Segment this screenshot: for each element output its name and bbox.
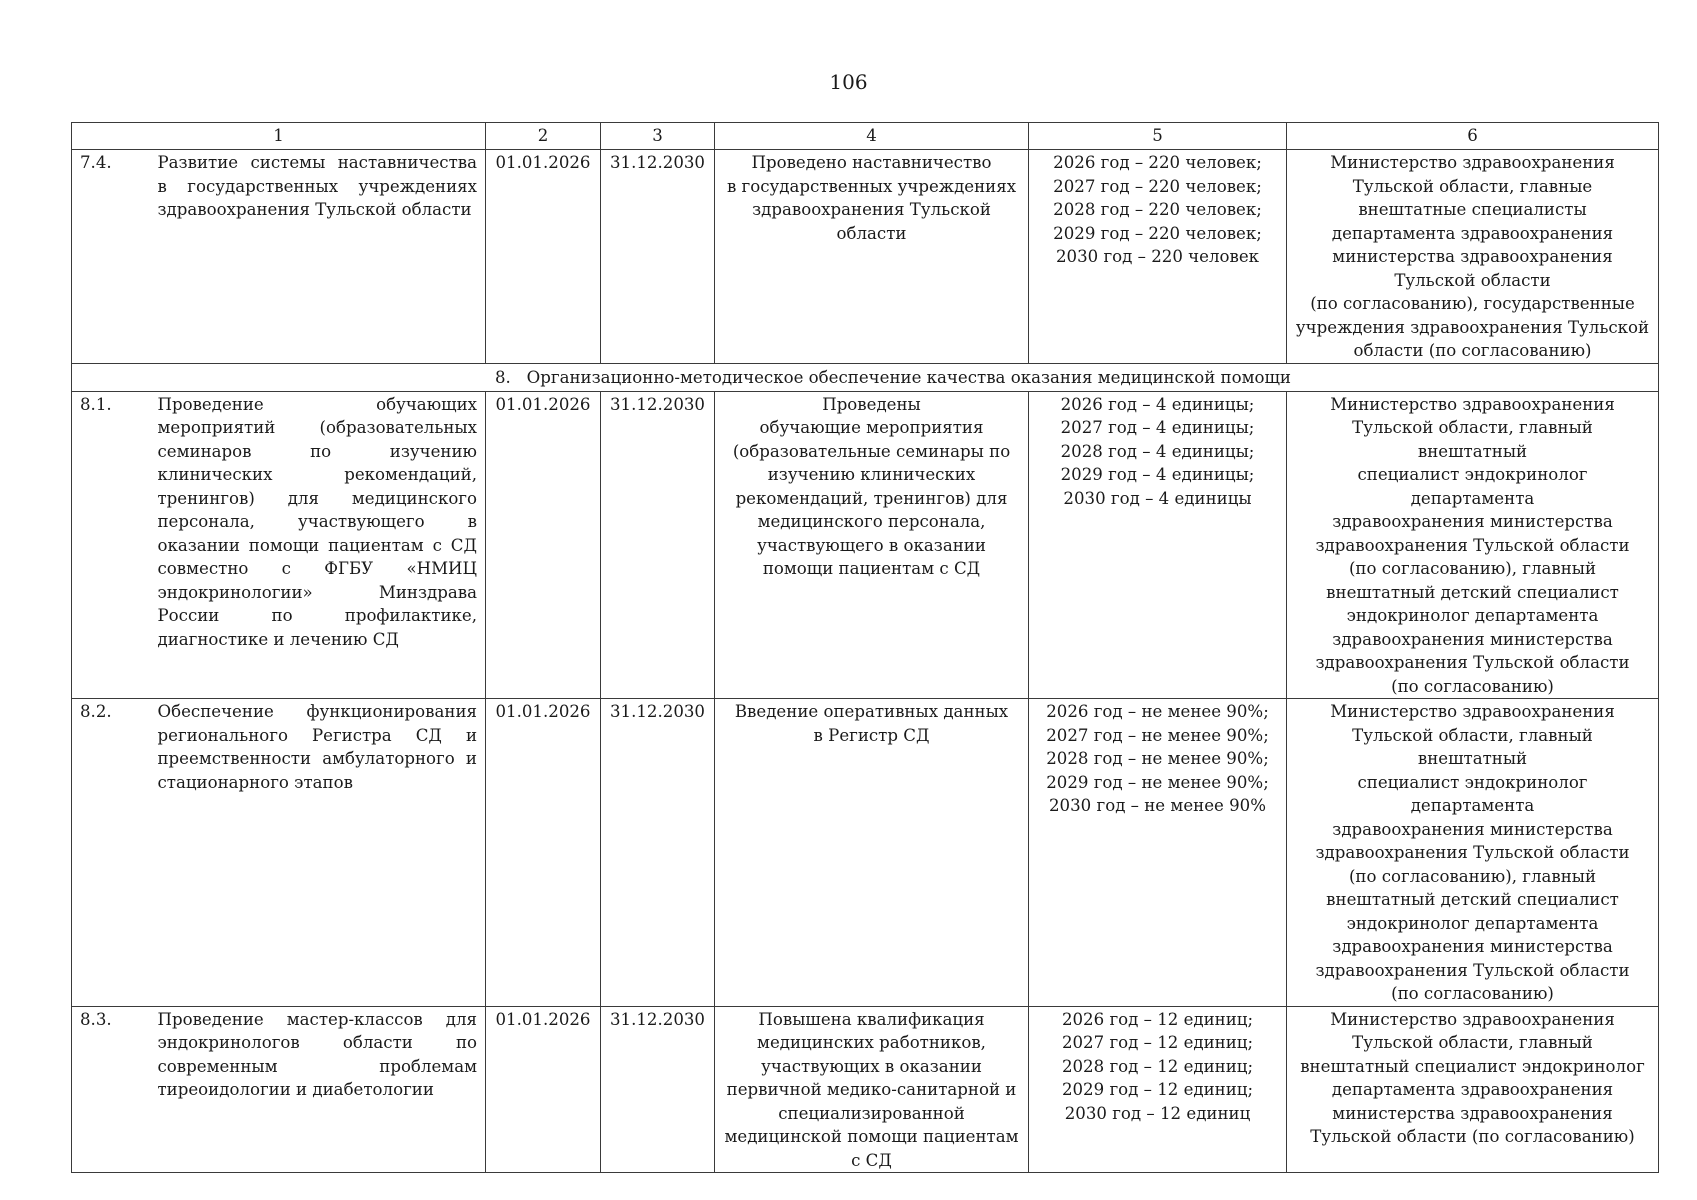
responsible-line: министерства здравоохранения — [1332, 1103, 1613, 1123]
target-indicator — [1029, 1006, 1287, 1173]
result-line: рекомендаций, тренингов) для — [735, 488, 1008, 508]
column-number: 6 — [1287, 123, 1659, 150]
responsible-line: Тульской области — [1394, 270, 1551, 290]
responsible-line: здравоохранения министерства — [1332, 512, 1613, 531]
indicator-line: 2026 год – 220 человек; — [1053, 153, 1262, 172]
responsible-line: Министерство здравоохранения — [1330, 702, 1615, 721]
expected-result — [715, 391, 1029, 699]
column-number: 4 — [715, 123, 1029, 150]
responsible-line: (по согласованию) — [1391, 676, 1554, 696]
responsible-line: области (по согласованию) — [1353, 341, 1592, 360]
responsible-line: специалист эндокринолог департамента — [1357, 465, 1588, 508]
end-date: 31.12.2030 — [601, 1006, 715, 1173]
result-line: Повышена квалификация — [758, 1009, 985, 1029]
responsible-line: Тульской области, главный внештатный — [1352, 418, 1593, 461]
responsible-line: Тульской области, главные — [1352, 176, 1593, 196]
target-indicator — [1029, 391, 1287, 699]
result-line: изучению клинических — [767, 465, 976, 484]
responsible-party — [1287, 699, 1659, 1007]
result-line: (образовательные семинары по — [732, 441, 1011, 461]
target-indicator — [1029, 150, 1287, 364]
responsible-line: здравоохранения министерства — [1332, 819, 1613, 839]
activity-plan-table — [71, 122, 1659, 1173]
responsible-line: (по согласованию), главный — [1348, 866, 1597, 886]
indicator-line: 2028 год – 220 человек; — [1053, 200, 1262, 219]
start-date: 01.01.2026 — [486, 1006, 601, 1173]
responsible-line: Тульской области (по согласованию) — [1310, 1127, 1635, 1146]
responsible-line: департамента здравоохранения — [1331, 223, 1614, 243]
result-line: участвующего в оказании — [757, 535, 986, 555]
result-line: специализированной — [778, 1103, 965, 1123]
responsible-line: здравоохранения Тульской области — [1315, 843, 1630, 862]
indicator-line: 2026 год – 12 единиц; — [1061, 1009, 1254, 1029]
column-number-row — [72, 123, 1659, 150]
responsible-line: эндокринолог департамента — [1346, 606, 1599, 625]
table-row — [72, 1006, 1659, 1173]
result-line: области — [836, 223, 907, 243]
responsible-party — [1287, 391, 1659, 699]
section-heading: 8. Организационно-методическое обеспечение качества оказания медицинской помощи — [72, 363, 1659, 391]
result-line: здравоохранения Тульской — [752, 200, 991, 219]
indicator-line: 2028 год – 4 единицы; — [1060, 441, 1255, 461]
indicator-line: 2029 год – 220 человек; — [1053, 223, 1262, 243]
responsible-line: (по согласованию), главный — [1348, 559, 1597, 578]
indicator-line: 2030 год – 12 единиц — [1064, 1103, 1251, 1123]
indicator-line: 2027 год – 220 человек; — [1053, 176, 1262, 196]
start-date: 01.01.2026 — [486, 150, 601, 364]
end-date: 31.12.2030 — [601, 150, 715, 364]
responsible-line: здравоохранения Тульской области — [1315, 960, 1630, 980]
responsible-party — [1287, 150, 1659, 364]
column-number: 1 — [72, 123, 486, 150]
responsible-line: внештатные специалисты — [1358, 200, 1587, 219]
table-row — [72, 391, 1659, 699]
activity-name: Проведение мастер-классов для эндокринологов области по современным проблемам тиреоидологии и диабетологии — [150, 1006, 486, 1173]
indicator-line: 2027 год – 12 единиц; — [1061, 1033, 1254, 1052]
activity-number: 8.2. — [72, 699, 150, 1007]
responsible-line: специалист эндокринолог департамента — [1357, 772, 1588, 815]
responsible-line: внештатный детский специалист — [1326, 890, 1619, 909]
column-number: 2 — [486, 123, 601, 150]
responsible-line: здравоохранения Тульской области — [1315, 653, 1630, 672]
activity-number: 7.4. — [72, 150, 150, 364]
column-number: 3 — [601, 123, 715, 150]
indicator-line: 2027 год – 4 единицы; — [1060, 418, 1255, 437]
result-line: обучающие мероприятия — [759, 418, 984, 437]
indicator-line: 2029 год – 12 единиц; — [1061, 1080, 1254, 1099]
indicator-line: 2030 год – не менее 90% — [1049, 796, 1266, 815]
responsible-line: внештатный специалист эндокринолог — [1300, 1056, 1645, 1076]
responsible-line: Тульской области, главный внештатный — [1352, 725, 1593, 768]
indicator-line: 2027 год – не менее 90%; — [1046, 725, 1269, 745]
indicator-line: 2026 год – не менее 90%; — [1046, 702, 1269, 721]
start-date: 01.01.2026 — [486, 391, 601, 699]
responsible-line: учреждения здравоохранения Тульской — [1295, 317, 1650, 337]
table-row — [72, 699, 1659, 1007]
indicator-line: 2030 год – 220 человек — [1055, 247, 1260, 266]
column-number: 5 — [1029, 123, 1287, 150]
result-line: участвующих в оказании — [761, 1056, 982, 1076]
responsible-line: Министерство здравоохранения — [1330, 394, 1615, 414]
result-line: первичной медико-санитарной и — [726, 1080, 1017, 1099]
indicator-line: 2029 год – не менее 90%; — [1046, 772, 1269, 792]
result-line: помощи пациентам с СД — [762, 559, 981, 578]
responsible-line: министерства здравоохранения — [1332, 247, 1613, 266]
expected-result — [715, 699, 1029, 1007]
responsible-line: внештатный детский специалист — [1326, 582, 1619, 602]
activity-number: 8.1. — [72, 391, 150, 699]
activity-name: Проведение обучающих мероприятий (образовательных семинаров по изучению клинических рекомендаций, тренингов) для медицинского персонала, участвующего в оказании помощи пациентам с СД совместно с ФГБУ «НМИЦ эндокринологии» Минздрава России по профилактике, диагностике и лечению СД — [150, 391, 486, 699]
responsible-line: эндокринолог департамента — [1346, 913, 1599, 933]
responsible-line: (по согласованию) — [1391, 984, 1554, 1003]
responsible-line: здравоохранения министерства — [1332, 629, 1613, 649]
responsible-line: Министерство здравоохранения — [1330, 153, 1615, 172]
responsible-line: здравоохранения министерства — [1332, 937, 1613, 956]
responsible-line: Тульской области, главный — [1352, 1033, 1593, 1052]
responsible-line: (по согласованию), государственные — [1310, 294, 1635, 313]
result-line: медицинских работников, — [757, 1033, 986, 1052]
result-line: с СД — [851, 1150, 892, 1170]
responsible-party — [1287, 1006, 1659, 1173]
result-line: медицинского персонала, — [757, 512, 986, 531]
activity-name: Обеспечение функционирования регионального Регистра СД и преемственности амбулаторного и стационарного этапов — [150, 699, 486, 1007]
result-line: Введение оперативных данных — [734, 702, 1009, 721]
result-line: Проведено наставничество — [751, 153, 992, 172]
indicator-line: 2029 год – 4 единицы; — [1060, 465, 1255, 484]
activity-name: Развитие системы наставничества в государственных учреждениях здравоохранения Тульской области — [150, 150, 486, 364]
table-row — [72, 150, 1659, 364]
result-line: Проведены — [822, 394, 921, 414]
expected-result — [715, 1006, 1029, 1173]
end-date: 31.12.2030 — [601, 699, 715, 1007]
indicator-line: 2028 год – не менее 90%; — [1046, 749, 1269, 768]
result-line: в государственных учреждениях — [726, 176, 1017, 196]
section-heading-row — [72, 363, 1659, 391]
responsible-line: департамента здравоохранения — [1331, 1080, 1614, 1099]
indicator-line: 2028 год – 12 единиц; — [1061, 1056, 1254, 1076]
activity-number: 8.3. — [72, 1006, 150, 1173]
result-line: в Регистр СД — [813, 725, 930, 745]
page-number: 106 — [829, 70, 868, 94]
indicator-line: 2030 год – 4 единицы — [1063, 488, 1252, 508]
target-indicator — [1029, 699, 1287, 1007]
responsible-line: здравоохранения Тульской области — [1315, 535, 1630, 555]
end-date: 31.12.2030 — [601, 391, 715, 699]
expected-result — [715, 150, 1029, 364]
indicator-line: 2026 год – 4 единицы; — [1060, 394, 1255, 414]
responsible-line: Министерство здравоохранения — [1330, 1009, 1615, 1029]
result-line: медицинской помощи пациентам — [724, 1127, 1019, 1146]
start-date: 01.01.2026 — [486, 699, 601, 1007]
